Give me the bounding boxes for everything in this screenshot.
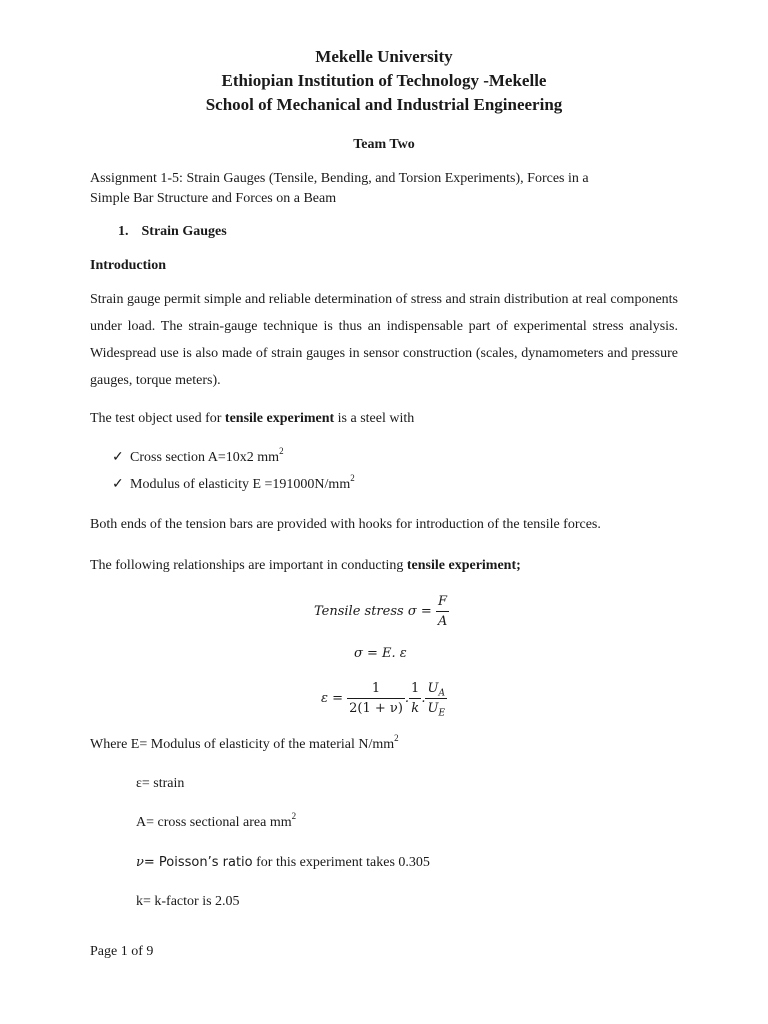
- where-line-poisson: ν= Poisson’s ratio for this experiment takes 0.305: [136, 855, 430, 870]
- page-number: Page 1 of 9: [90, 944, 154, 959]
- hooks-sentence: Both ends of the tension bars are provided with hooks for introduction of the tensile forces.: [90, 517, 601, 532]
- university-name: Mekelle University: [315, 47, 453, 66]
- section-number: 1.: [118, 224, 129, 239]
- bullet-modulus: ✓ Modulus of elasticity $E =191000N/mm^2$: [112, 473, 355, 492]
- equation-hookes-law: σ = E. ε: [354, 646, 407, 661]
- tensile-experiment-emphasis: tensile experiment: [224, 411, 335, 426]
- fraction-poisson-term: $\frac{1}{2(1 + \nu)}$: [349, 681, 403, 716]
- section-heading: [118, 223, 227, 241]
- bullet-cross-section: ✓ Cross section A=10x2 $mm^2$: [112, 446, 284, 465]
- assignment-line-1: Assignment 1-5: Strain Gauges (Tensile, Bending, and Torsion Experiments), Forces in a: [90, 171, 589, 186]
- checkmark-icon: ✓: [112, 450, 124, 465]
- team-name: Team Two: [353, 137, 415, 152]
- institute-name: Ethiopian Institution of Technology -Mekelle: [221, 71, 547, 90]
- test-object-line: The test object used for tensile experiment is a steel with: [90, 411, 415, 426]
- fraction-k-factor: $\frac{1}{k}$: [411, 681, 420, 716]
- where-line-strain: ε= strain: [136, 776, 185, 791]
- equation-tensile-stress: Tensile stress σ = $\frac{F}{A}$: [314, 594, 448, 629]
- equation-strain: ε = $\frac{1}{2(1 + \nu)}$ . $\frac{1}{k}$ . $\frac{U_A}{U_E}$: [321, 681, 446, 719]
- where-line-area: A= cross sectional area $mm^2$: [136, 811, 297, 830]
- assignment-line-2: Simple Bar Structure and Forces on a Beam: [90, 191, 337, 206]
- tensile-experiment-emphasis: tensile experiment;: [406, 558, 521, 573]
- where-line-modulus: Where E= Modulus of elasticity of the material $N/mm^2$: [90, 733, 399, 752]
- checkmark-icon: ✓: [112, 477, 124, 492]
- fraction-voltage-ratio: $\frac{U_A}{U_E}$: [427, 681, 446, 719]
- school-name: School of Mechanical and Industrial Engineering: [205, 95, 563, 114]
- section-title: Strain Gauges: [141, 224, 227, 239]
- introduction-heading: Introduction: [90, 258, 166, 273]
- relationships-sentence: The following relationships are important in conducting tensile experiment;: [90, 558, 521, 573]
- fraction-f-over-a: $\frac{F}{A}$: [437, 594, 448, 629]
- introduction-paragraph: Strain gauge permit simple and reliable determination of stress and strain distribution at real components under load. The strain-gauge technique is thus an indispensable part of experimental stress analysis. Widespread use is also made of strain gauges in sensor construction (scales, dynamometers and pressure gauges, torque meters).: [90, 292, 678, 388]
- where-line-k-factor: k= k-factor is 2.05: [136, 894, 240, 909]
